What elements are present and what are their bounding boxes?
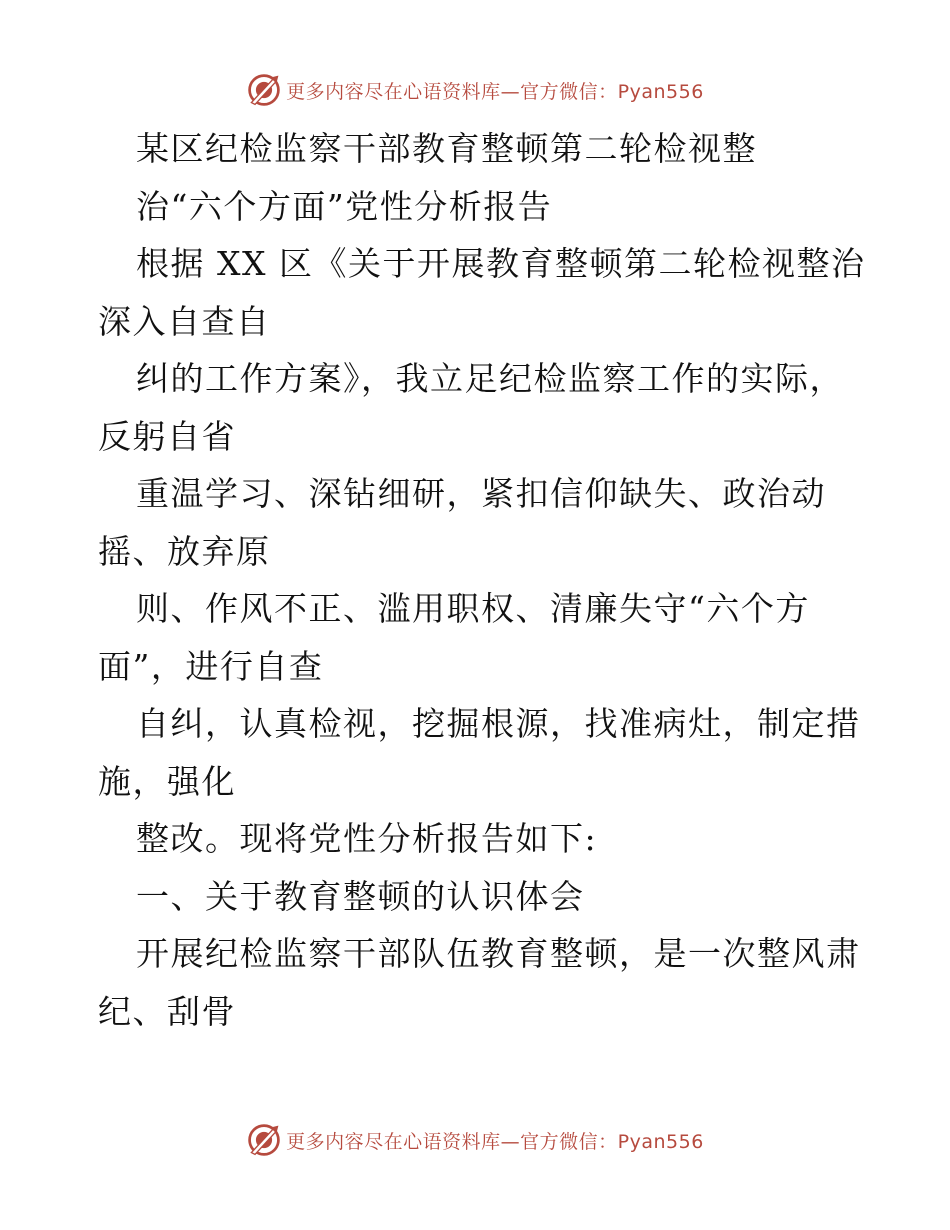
text-line: 整改。现将党性分析报告如下: [136,819,598,858]
text-line: 摇、放弃原 [98,531,271,571]
quill-seal-icon [246,1122,282,1158]
quill-seal-icon [246,72,282,108]
watermark-text: 更多内容尽在心语资料库—官方微信：Pyan556 [286,1130,704,1153]
text-line: 反躬自省 [98,416,236,456]
text-line: 治“六个方面”党性分析报告 [136,186,553,226]
text-line: 重温学习、深钻细研，紧扣信仰缺失、政治动 [136,474,826,513]
text-line: 面”，进行自查 [98,646,324,686]
text-line: 纠的工作方案》，我立足纪检监察工作的实际， [136,359,844,398]
text-line: 某区纪检监察干部教育整顿第二轮检视整 [136,129,757,168]
header-watermark [0,70,950,110]
document-body [98,120,866,1040]
text-line: 根据 XX 区《关于开展教育整顿第二轮检视整治 [136,244,866,283]
text-line: 纪、刮骨 [98,991,236,1031]
text-line: 一、关于教育整顿的认识体会 [136,876,585,916]
text-line: 深入自查自 [98,301,271,341]
text-line: 施，强化 [98,761,236,801]
watermark-text: 更多内容尽在心语资料库—官方微信：Pyan556 [286,80,704,103]
text-line: 则、作风不正、滥用职权、清廉失守“六个方 [136,589,810,628]
text-line: 自纠，认真检视，挖掘根源，找准病灶，制定措 [136,704,861,743]
text-line: 开展纪检监察干部队伍教育整顿，是一次整风肃 [136,934,861,973]
footer-watermark [0,1120,950,1160]
